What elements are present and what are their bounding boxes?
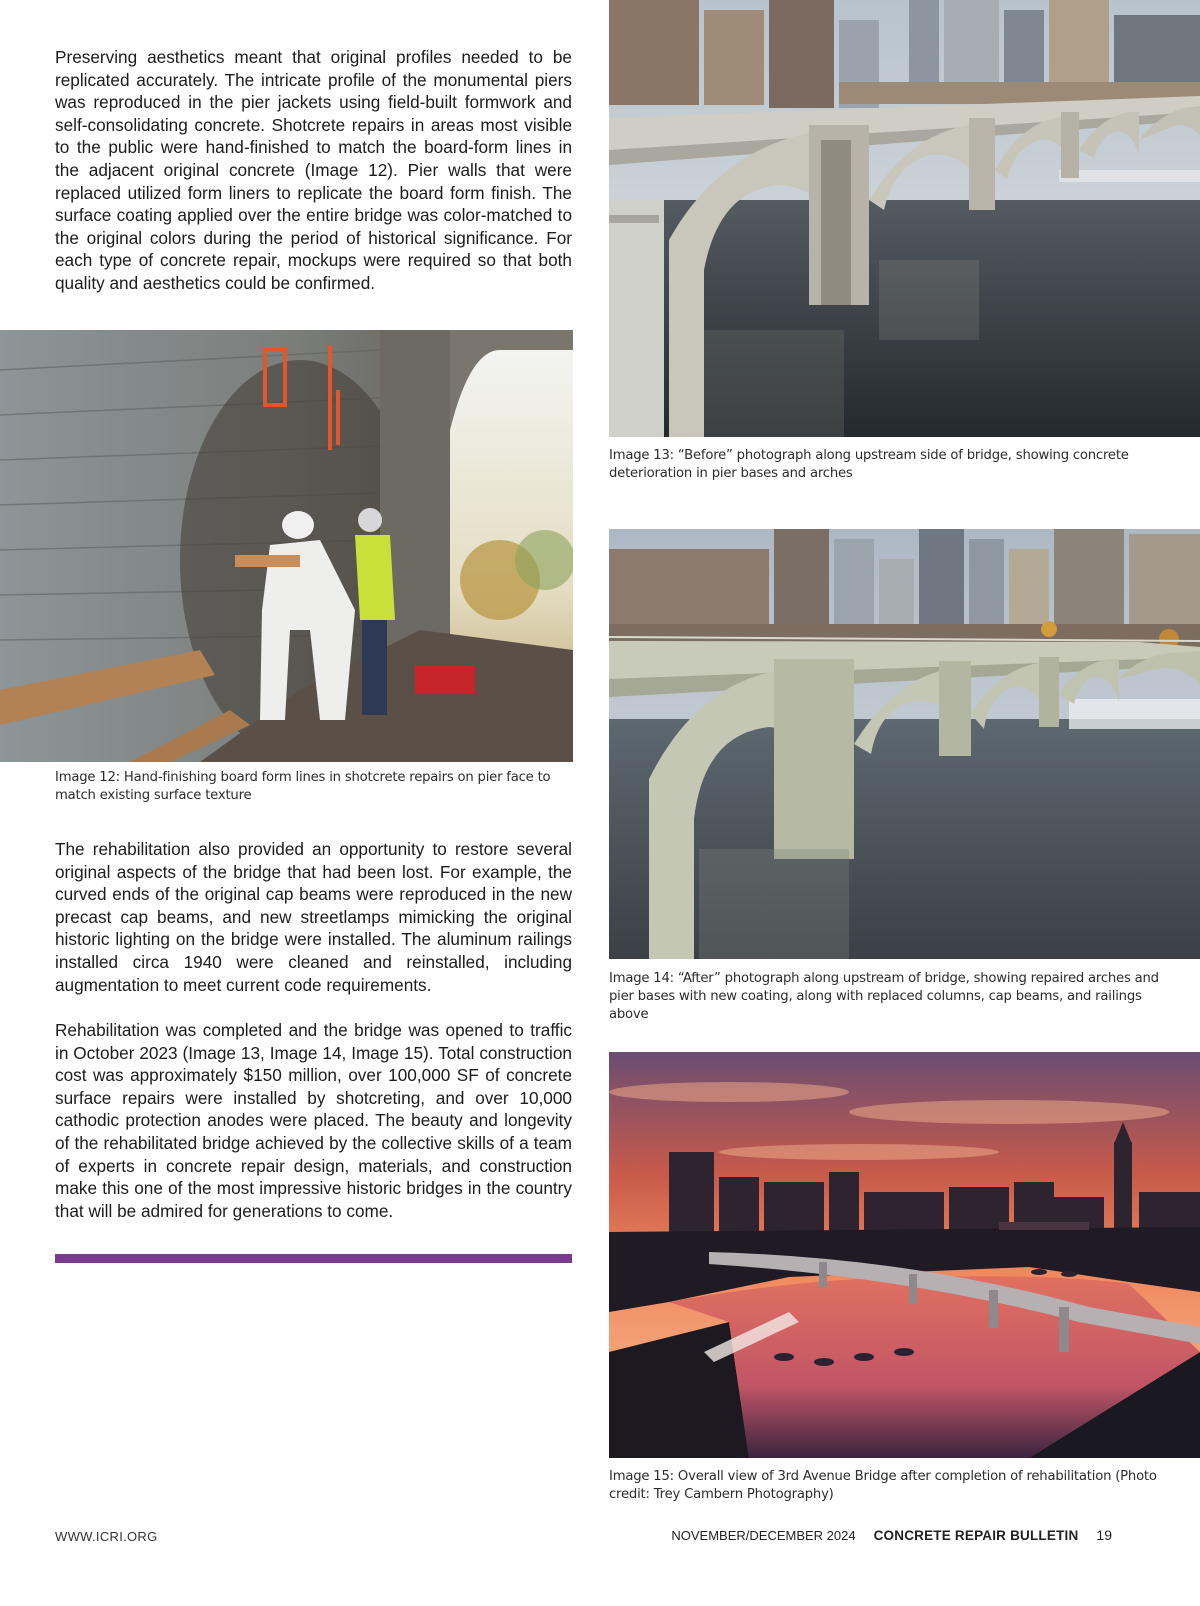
image-13-caption: Image 13: “Before” photograph along upstream side of bridge, showing concrete deterioration in pier bases and arches: [609, 448, 1129, 481]
image-14-caption: Image 14: “After” photograph along upstream of bridge, showing repaired arches and pier bases with new coating, along with replaced columns, cap beams, and railings above: [609, 971, 1159, 1022]
article-paragraph-completion: Rehabilitation was completed and the bridge was opened to traffic in October 2023 (Image 13, Image 14, Image 15). Total construction cost was approximately $150 million, over 100,000 SF of concrete surface repairs were installed by shotcreting, and over 10,000 cathodic protection anodes were placed. The beauty and longevity of the rehabilitated bridge achieved by the collective skills of a team of experts in concrete repair design, materials, and construction make this one of the most impressive historic bridges in the country that will be admired for generations to come.: [55, 1020, 572, 1221]
shotcrete-finishing-photo: [0, 330, 573, 762]
article-paragraph-aesthetics: Preserving aesthetics meant that original profiles needed to be replicated accurately. The intricate profile of the monumental piers was reproduced in the pier jackets using field-built formwork and self-consolidating concrete. Shotcrete repairs in areas most visible to the public were hand-finished to match the board-form lines in the adjacent original concrete (Image 12). Pier walls that were replaced utilized form liners to replicate the board form finish. The surface coating applied over the entire bridge was color-matched to the original colors during the period of historical significance. For each type of concrete repair, mockups were required so that both quality and aesthetics could be confirmed.: [55, 47, 572, 293]
image-12-caption: Image 12: Hand-finishing board form lines in shotcrete repairs on pier face to match existing surface texture: [55, 770, 551, 803]
bridge-after-photo: [609, 529, 1200, 959]
footer-issue-info: [671, 1527, 1112, 1543]
image-15-caption: Image 15: Overall view of 3rd Avenue Bridge after completion of rehabilitation (Photo credit: Trey Cambern Photography): [609, 1469, 1157, 1502]
bridge-sunset-aerial-photo: [609, 1052, 1200, 1458]
footer-issue-date: NOVEMBER/DECEMBER 2024: [671, 1528, 856, 1543]
footer-magazine-title: CONCRETE REPAIR BULLETIN: [873, 1528, 1079, 1543]
page-number: 19: [1096, 1527, 1112, 1543]
footer-website: WWW.ICRI.ORG: [55, 1529, 158, 1544]
section-end-rule: [55, 1254, 572, 1263]
article-paragraph-restoration: The rehabilitation also provided an opportunity to restore several original aspects of the bridge that had been lost. For example, the curved ends of the original cap beams were reproduced in the new precast cap beams, and new streetlamps mimicking the original historic lighting on the bridge were installed. The aluminum railings installed circa 1940 were cleaned and reinstalled, including augmentation to meet current code requirements.: [55, 839, 572, 995]
bridge-before-photo: [609, 0, 1200, 437]
